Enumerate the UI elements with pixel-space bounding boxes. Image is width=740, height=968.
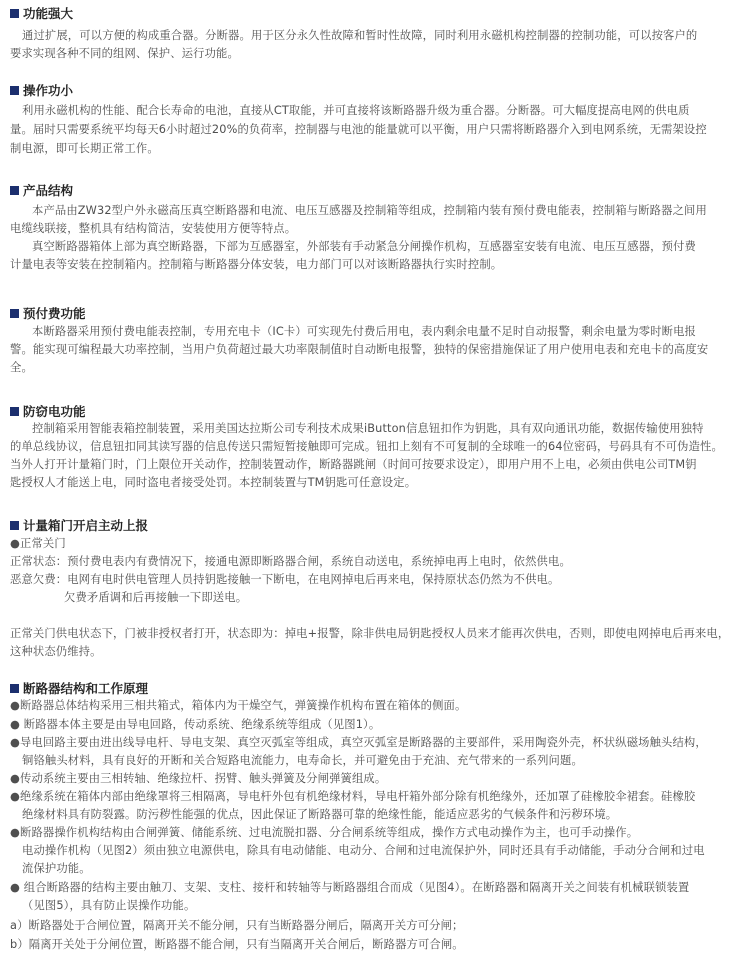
section-heading: [10, 83, 73, 99]
section-title: 防窃电功能: [23, 404, 86, 419]
section-title: 操作功小: [23, 83, 74, 98]
paragraph-line: 的单总线协议，信息钮扣同其读写器的信息传送只需短暂接触即可完成。钮扣上刻有不可复制的全球唯一的64位密码，号码具有不可伪造性。: [10, 440, 723, 453]
square-bullet-icon: [10, 309, 19, 318]
paragraph-line: ● 断路器本体主要是由导电回路，传动系统、绝缘系统等组成（见图1）。: [10, 718, 381, 731]
paragraph-line: 计量电表等安装在控制箱内。控制箱与断路器分体安装，电力部门可以对该断路器执行实时控制。: [10, 258, 503, 271]
paragraph-line: a）断路器处于合闸位置，隔离开关不能分闸，只有当断路器分闸后，隔离开关方可分闸；: [10, 919, 464, 932]
paragraph-line: 匙授权人才能送上电，同时盗电者接受处罚。本控制装置与TM钥匙可任意设定。: [10, 476, 417, 489]
paragraph-line: 利用永磁机构的性能、配合长寿命的电池，直接从CT取能，并可直接将该断路器升级为重合器。分断器。可大幅度提高电网的供电质: [22, 104, 690, 117]
paragraph-line: 当外人打开计量箱门时，门上限位开关动作，控制装置动作，断路器跳闸（时间可按要求设定），即用户用不上电，必须由供电公司TM钥: [10, 458, 697, 471]
paragraph-line: 全。: [10, 361, 33, 374]
paragraph-line: 量。届时只需要系统平均每天6小时超过20%的负荷率，控制器与电池的能量就可以平衡，用户只需将断路器介入到电网系统，无需架设控: [10, 123, 707, 136]
paragraph-line: 电缆线联接，整机具有结构简洁，安装使用方便等特点。: [10, 222, 297, 235]
square-bullet-icon: [10, 407, 19, 416]
paragraph-line: ●绝缘系统在箱体内部由绝缘罩将三相隔离，导电杆外包有机绝缘材料，导电杆箱外部分除有机绝缘外，还加罩了硅橡胶伞裙套。硅橡胶: [10, 790, 696, 803]
section-heading: [10, 183, 73, 199]
section-heading: [10, 306, 86, 322]
paragraph-line: 恶意欠费：电网有电时供电管理人员持钥匙接触一下断电，在电网掉电后再来电，保持原状态仍然为不供电。: [10, 573, 560, 586]
paragraph-line: 电动操作机构（见图2）须由独立电源供电，除具有电动储能、电动分、合闸和过电流保护外，同时还具有手动储能，手动分合闸和过电: [22, 844, 705, 857]
section-title: 预付费功能: [23, 306, 86, 321]
section-title: 产品结构: [23, 183, 74, 198]
paragraph-line: ●断路器操作机构结构由合闸弹簧、储能系统、过电流脱扣器、分合闸系统等组成，操作方式电动操作为主，也可手动操作。: [10, 826, 639, 839]
paragraph-line: ●正常关门: [10, 537, 66, 550]
section-heading: [10, 404, 86, 420]
section-title: 功能强大: [23, 6, 74, 21]
square-bullet-icon: [10, 521, 19, 530]
paragraph-line: 通过扩展，可以方便的构成重合器。分断器。用于区分永久性故障和暂时性故障，同时利用永磁机构控制器的控制功能，可以按客户的: [22, 29, 698, 42]
paragraph-line: 要求实现各种不同的组网、保护、运行功能。: [10, 47, 239, 60]
paragraph-line: （见图5），具有防止误操作功能。: [22, 899, 196, 912]
paragraph-line: 铜铬触头材料，具有良好的开断和关合短路电流能力，电寿命长，并可避免由于充油、充气带来的一系列问题。: [22, 754, 583, 767]
paragraph-line: ●断路器总体结构采用三相共箱式，箱体内为干燥空气，弹簧操作机构布置在箱体的侧面。: [10, 699, 467, 712]
square-bullet-icon: [10, 86, 19, 95]
paragraph-line: 正常关门供电状态下，门被非授权者打开，状态即为：掉电+报警，除非供电局钥匙授权人员来才能再次供电，否则，即使电网掉电后再来电，: [10, 627, 730, 640]
paragraph-line: 警。能实现可编程最大功率控制，当用户负荷超过最大功率限制值时自动断电报警，独特的保密措施保证了用户使用电表和充电卡的高度安: [10, 343, 709, 356]
paragraph-line: 欠费矛盾调和后再接触一下即送电。: [64, 591, 248, 604]
paragraph-line: 流保护功能。: [22, 862, 91, 875]
paragraph-line: ●传动系统主要由三相转轴、绝缘拉杆、拐臂、触头弹簧及分闸弹簧组成。: [10, 772, 387, 785]
paragraph-line: 这种状态仍维持。: [10, 645, 102, 658]
paragraph-line: 制电源，即可长期正常工作。: [10, 142, 159, 155]
square-bullet-icon: [10, 186, 19, 195]
paragraph-line: 本产品由ZW32型户外永磁高压真空断路器和电流、电压互感器及控制箱等组成，控制箱内装有预付费电能表，控制箱与断路器之间用: [32, 204, 707, 217]
section-heading: [10, 681, 148, 697]
paragraph-line: 真空断路器箱体上部为真空断路器，下部为互感器室，外部装有手动紧急分闸操作机构，互感器室安装有电流、电压互感器，预付费: [32, 240, 696, 253]
section-title: 断路器结构和工作原理: [23, 681, 149, 696]
paragraph-line: b）隔离开关处于分闸位置，断路器不能合闸，只有当隔离开关合闸后，断路器方可合闸。: [10, 938, 464, 951]
square-bullet-icon: [10, 684, 19, 693]
paragraph-line: 控制箱采用智能表箱控制装置，采用美国达拉斯公司专利技术成果iButton信息钮扣作为钥匙，具有双向通讯功能，数据传输使用独特: [32, 422, 704, 435]
section-title: 计量箱门开启主动上报: [23, 518, 149, 533]
section-heading: [10, 518, 148, 534]
section-heading: [10, 6, 73, 22]
paragraph-line: 正常状态：预付费电表内有费情况下，接通电源即断路器合闸，系统自动送电，系统掉电再上电时，依然供电。: [10, 555, 571, 568]
paragraph-line: 绝缘材料具有防裂露。防污秽性能强的优点，因此保证了断路器可靠的绝缘性能，能适应恶劣的气候条件和污秽环境。: [22, 808, 618, 821]
paragraph-line: ● 组合断路器的结构主要由触刀、支架、支柱、接杆和转轴等与断路器组合而成（见图4）。在断路器和隔离开关之间装有机械联锁装置: [10, 881, 690, 894]
paragraph-line: ●导电回路主要由进出线导电杆、导电支架、真空灭弧室等组成，真空灭弧室是断路器的主要部件，采用陶瓷外壳，杯状纵磁场触头结构，: [10, 736, 707, 749]
square-bullet-icon: [10, 9, 19, 18]
paragraph-line: 本断路器采用预付费电能表控制，专用充电卡（IC卡）可实现先付费后用电，表内剩余电量不足时自动报警，剩余电量为零时断电报: [32, 325, 696, 338]
